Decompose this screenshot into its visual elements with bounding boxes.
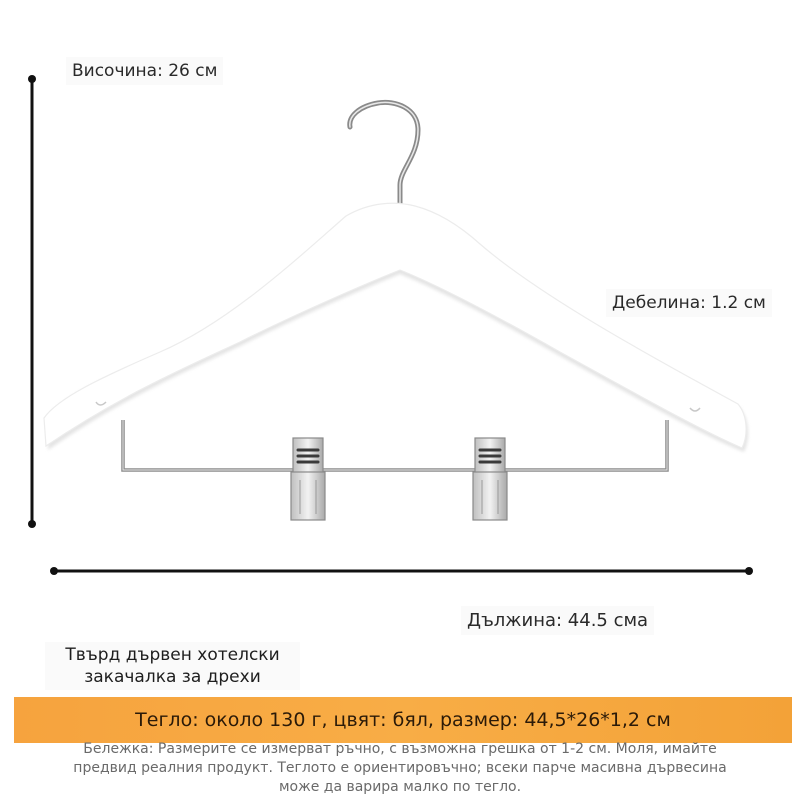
metal-bar — [123, 420, 667, 470]
product-name: Твърд дървен хотелски закачалка за дрехи — [45, 642, 300, 690]
left-clip — [291, 438, 325, 520]
thickness-label: Дебелина: 1.2 см — [606, 289, 772, 317]
right-clip — [473, 438, 507, 520]
hanger-body — [44, 203, 746, 448]
hanger-hook — [350, 102, 418, 208]
height-dimension-line — [28, 75, 36, 528]
length-dimension-line — [50, 567, 753, 575]
height-label: Височина: 26 см — [66, 57, 223, 85]
spec-banner — [14, 697, 792, 743]
spec-text: Тегло: около 130 г, цвят: бял, размер: 44,5*26*1,2 см — [135, 709, 671, 731]
length-label: Дължина: 44.5 сма — [461, 606, 654, 635]
note-text: Бележка: Размерите се измерват ръчно, с възможна грешка от 1-2 см. Моля, имайте предвид реалния продукт. Теглото е ориентировъчно; всеки парче масивна дървесина може да варира малко по тегло. — [73, 741, 727, 795]
